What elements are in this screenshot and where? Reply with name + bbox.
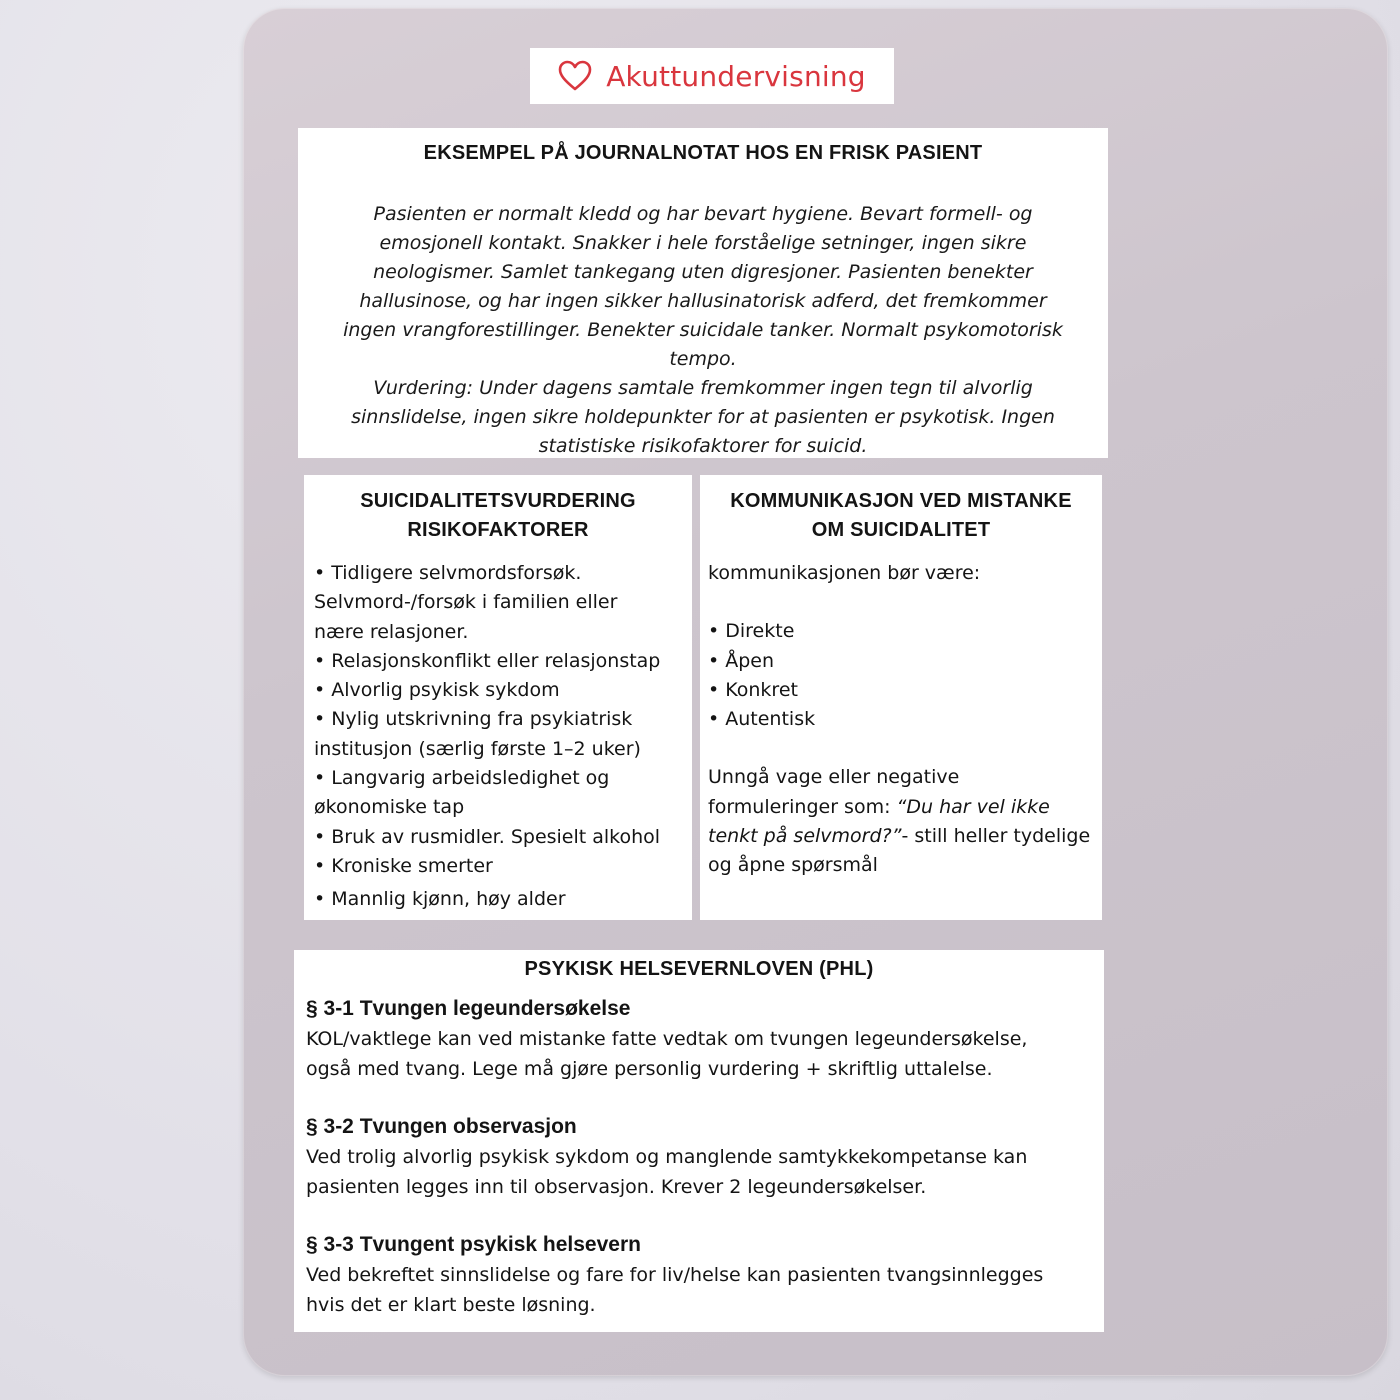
phl-section-text: Ved bekreftet sinnslidelse og fare for liv/helse kan pasienten tvangsinnlegges (306, 1264, 1044, 1286)
communication-intro: kommunikasjonen bør være: (708, 562, 981, 584)
phl-sections (306, 994, 1102, 1348)
list-item: • Langvarig arbeidsledighet og (314, 767, 610, 790)
risk-title (304, 487, 692, 545)
communication-advice (708, 822, 1100, 851)
journal-line: Pasienten er normalt kledd og har bevart hygiene. Bevart formell- og (373, 203, 1033, 225)
list-item: • Konkret (708, 678, 798, 701)
phl-section-title: § 3-3 Tvungent psykisk helsevern (306, 1233, 641, 1256)
phl-section (306, 994, 1102, 1084)
phl-section-text: pasienten legges inn til observasjon. Krever 2 legeundersøkelser. (306, 1176, 927, 1198)
risk-factor-list (314, 559, 692, 915)
communication-advice (708, 793, 1100, 822)
journal-line: hallusinose, og har ingen sikker hallusinatorisk adferd, det fremkommer (359, 290, 1047, 312)
brand-label (530, 48, 894, 104)
list-item: • Bruk av rusmidler. Spesielt alkohol (314, 825, 661, 848)
journal-line: ingen vrangforestillinger. Benekter suicidale tanker. Normalt psykomotorisk (343, 319, 1063, 341)
list-item: • Direkte (708, 620, 795, 643)
list-item: • Autentisk (708, 708, 816, 731)
risk-title-line: SUICIDALITETSVURDERING (360, 490, 636, 512)
journal-line: neologismer. Samlet tankegang uten digresjoner. Pasienten benekter (373, 261, 1033, 283)
mental-health-act-panel (294, 950, 1104, 1332)
list-item: økonomiske tap (314, 796, 465, 819)
phl-section-text: også med tvang. Lege må gjøre personlig vurdering + skriftlig uttalelse. (306, 1058, 993, 1080)
phl-section-title: § 3-1 Tvungen legeundersøkelse (306, 997, 631, 1020)
risk-title-line: RISIKOFAKTORER (407, 519, 589, 541)
journal-line: statistiske risikofaktorer for suicid. (538, 435, 868, 457)
phl-section-title: § 3-2 Tvungen observasjon (306, 1115, 577, 1138)
risk-factors-panel (304, 475, 692, 920)
list-item: Selvmord-/forsøk i familien eller (314, 591, 618, 614)
list-item: • Alvorlig psykisk sykdom (314, 679, 560, 702)
list-item: • Kroniske smerter (314, 854, 493, 877)
journal-line: Vurdering: Under dagens samtale fremkommer ingen tegn til alvorlig (373, 377, 1033, 399)
communication-title (700, 487, 1102, 545)
communication-advice: og åpne spørsmål (708, 854, 878, 877)
communication-panel (700, 475, 1102, 920)
communication-title-line: OM SUICIDALITET (811, 519, 991, 541)
phl-section (306, 1112, 1102, 1202)
advice-text: - still heller tydelige (901, 825, 1091, 848)
journal-line: tempo. (669, 348, 737, 370)
communication-text (708, 559, 1100, 881)
advice-text: formuleringer som: (708, 795, 897, 818)
list-item: • Nylig utskrivning fra psykiatrisk (314, 708, 633, 731)
brand-name: Akuttundervisning (606, 59, 866, 93)
phl-section-text: Ved trolig alvorlig psykisk sykdom og manglende samtykkekompetanse kan (306, 1146, 1028, 1168)
phl-title: PSYKISK HELSEVERNLOVEN (PHL) (524, 958, 874, 980)
journal-text (302, 200, 1104, 461)
heart-outline-icon (558, 60, 592, 92)
list-item: institusjon (særlig første 1–2 uker) (314, 737, 641, 760)
phl-section-text: KOL/vaktlege kan ved mistanke fatte vedtak om tvungen legeundersøkelse, (306, 1028, 1028, 1050)
journal-title: EKSEMPEL PÅ JOURNALNOTAT HOS EN FRISK PASIENT (423, 142, 983, 164)
phl-section (306, 1230, 1102, 1320)
phl-section-text: hvis det er klart beste løsning. (306, 1294, 596, 1316)
list-item: • Mannlig kjønn, høy alder (314, 888, 566, 911)
list-item: • Tidligere selvmordsforsøk. (314, 562, 582, 584)
advice-quote: tenkt på selvmord?” (708, 825, 902, 848)
journal-line: sinnslidelse, ingen sikre holdepunkter for at pasienten er psykotisk. Ingen (351, 406, 1055, 428)
list-item: • Relasjonskonflikt eller relasjonstap (314, 649, 661, 672)
journal-line: emosjonell kontakt. Snakker i hele forståelige setninger, ingen sikre (379, 232, 1027, 254)
advice-quote: “Du har vel ikke (896, 795, 1050, 818)
communication-title-line: KOMMUNIKASJON VED MISTANKE (730, 490, 1072, 512)
communication-advice: Unngå vage eller negative (708, 766, 960, 789)
list-item: nære relasjoner. (314, 620, 469, 643)
journal-example-panel (298, 128, 1108, 458)
list-item: • Åpen (708, 649, 775, 672)
